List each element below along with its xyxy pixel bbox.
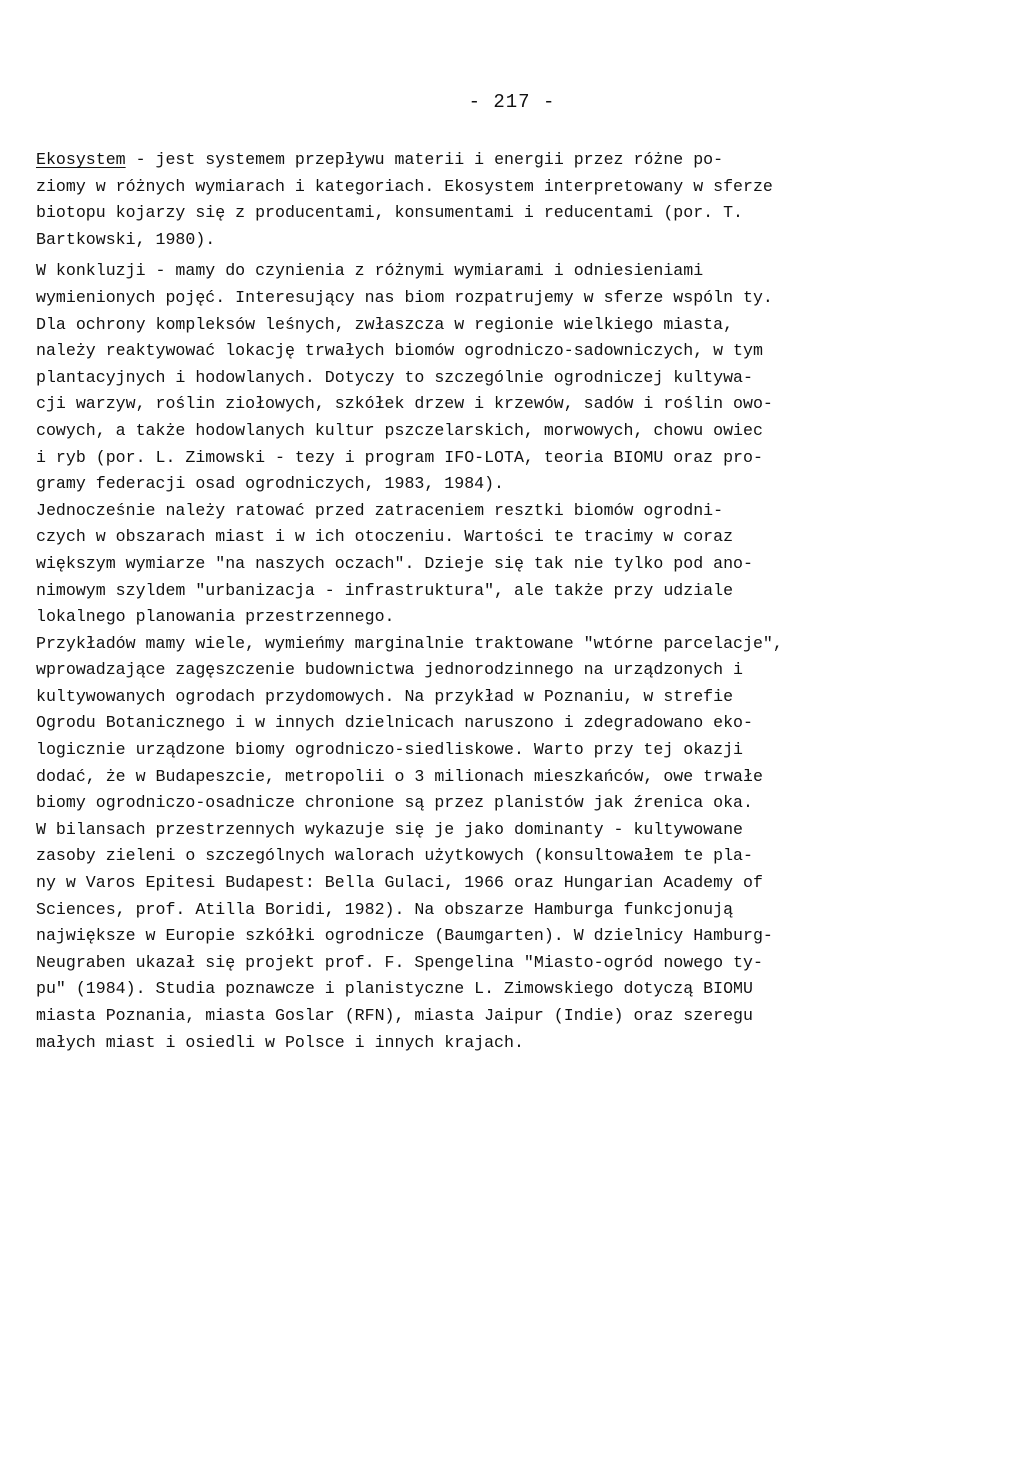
text-line: wymienionych pojęć. Interesujący nas biom rozpatrujemy w sferze wspóln ty. [36,287,773,307]
text-line: plantacyjnych i hodowlanych. Dotyczy to szczególnie ogrodniczej kultywa- [36,367,753,387]
text-line: Ogrodu Botanicznego i w innych dzielnicach naruszono i zdegradowano eko- [36,713,753,733]
defined-term: Ekosystem [36,150,126,169]
text-line: wprowadzające zagęszczenie budownictwa jednorodzinnego na urządzonych i [36,660,744,680]
text-line: nimowym szyldem "urbanizacja - infrastruktura", ale także przy udziale [36,580,734,600]
text-line: zasoby zieleni o szczególnych walorach użytkowych (konsultowałem te pla- [36,846,753,866]
text-line: małych miast i osiedli w Polsce i innych krajach. [36,1032,524,1052]
text-line: pu" (1984). Studia poznawcze i planistyczne L. Zimowskiego dotyczą BIOMU [36,979,753,999]
text-line: największe w Europie szkółki ogrodnicze (Baumgarten). W dzielnicy Hamburg- [36,926,773,946]
text-line: ziomy w różnych wymiarach i kategoriach. Ekosystem interpretowany w sferze [36,176,773,196]
text-line [36,147,996,174]
text-line: Dla ochrony kompleksów leśnych, zwłaszcza w regionie wielkiego miasta, [36,314,734,334]
text-line: lokalnego planowania przestrzennego. [36,607,395,627]
text-line: czych w obszarach miast i w ich otoczeniu. Wartości te tracimy w coraz [36,527,734,547]
text-line: Bartkowski, 1980). [36,229,216,249]
text-line: ny w Varos Epitesi Budapest: Bella Gulaci, 1966 oraz Hungarian Academy of [36,873,763,893]
text-line: Sciences, prof. Atilla Boridi, 1982). Na obszarze Hamburga funkcjonują [36,899,734,919]
body-text [36,147,996,1056]
text-line: logicznie urządzone biomy ogrodniczo-siedliskowe. Warto przy tej okazji [36,740,744,760]
text-line: kultywowanych ogrodach przydomowych. Na przykład w Poznaniu, w strefie [36,686,734,706]
text-line: Przykładów mamy wiele, wymieńmy marginalnie traktowane "wtórne parcelacje", [36,633,783,653]
text-line: Jednocześnie należy ratować przed zatraceniem resztki biomów ogrodni- [36,500,724,520]
page-number: - 217 - [468,91,556,113]
text-line: cowych, a także hodowlanych kultur pszczelarskich, morwowych, chowu owiec [36,420,763,440]
text-line: i ryb (por. L. Zimowski - tezy i program IFO-LOTA, teoria BIOMU oraz pro- [36,447,763,467]
text-line: dodać, że w Budapeszcie, metropolii o 3 milionach mieszkańców, owe trwałe [36,766,763,786]
text-line: miasta Poznania, miasta Goslar (RFN), miasta Jaipur (Indie) oraz szeregu [36,1006,753,1025]
text-line: biotopu kojarzy się z producentami, konsumentami i reducentami (por. T. [36,203,744,223]
definition-text: - jest systemem przepływu materii i energii przez różne po- [125,150,724,169]
text-line: cji warzyw, roślin ziołowych, szkółek drzew i krzewów, sadów i roślin owo- [36,394,773,414]
text-line: gramy federacji osad ogrodniczych, 1983, 1984). [36,474,505,494]
text-line: W bilansach przestrzennych wykazuje się je jako dominanty - kultywowane [36,819,744,839]
text-line: większym wymiarze "na naszych oczach". Dzieje się tak nie tylko pod ano- [36,553,753,573]
text-line: należy reaktywować lokację trwałych biomów ogrodniczo-sadowniczych, w tym [36,341,763,361]
text-line: W konkluzji - mamy do czynienia z różnymi wymiarami i odniesieniami [36,261,704,281]
text-line: Neugraben ukazał się projekt prof. F. Spengelina "Miasto-ogród nowego ty- [36,952,763,972]
text-line: biomy ogrodniczo-osadnicze chronione są przez planistów jak źrenica oka. [36,793,753,813]
